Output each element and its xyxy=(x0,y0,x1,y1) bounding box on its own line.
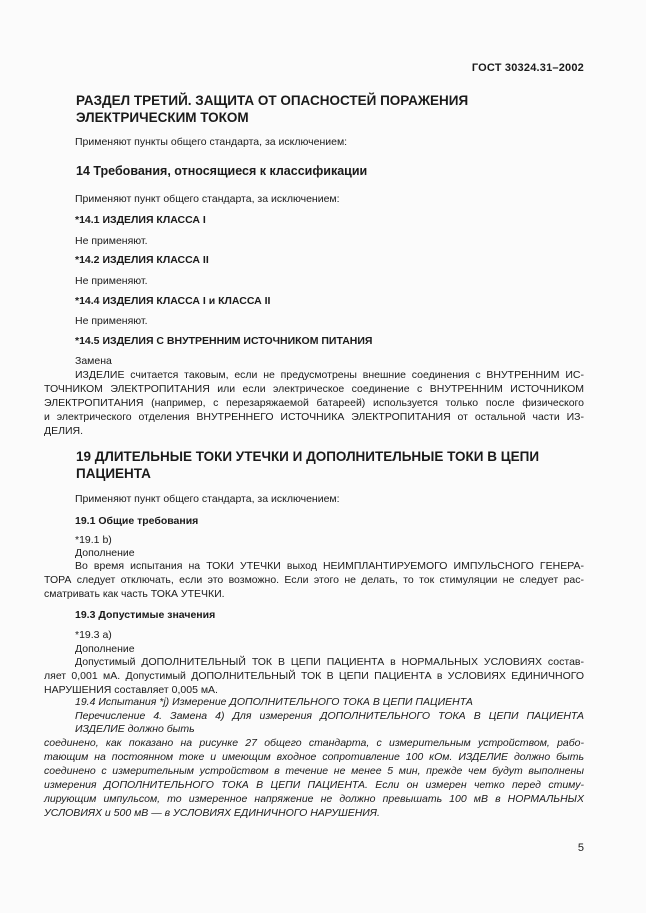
paragraph-line: лирующим импульсом, то измеренное напряжение не должно превышать 100 мВ в НОРМАЛЬНЫХ xyxy=(44,793,584,805)
clause-heading: *14.1 ИЗДЕЛИЯ КЛАССА I xyxy=(75,214,206,226)
subclause-19-1-text xyxy=(44,559,584,601)
clause-text: Не применяют. xyxy=(75,275,148,287)
subclause-label: Дополнение xyxy=(75,547,135,559)
clause-14-title: 14 Требования, относящиеся к классификации xyxy=(76,164,368,178)
replacement-paragraph xyxy=(44,368,584,438)
subclause-19-4-line: 19.4 Испытания *j) Измерение ДОПОЛНИТЕЛЬНОГО ТОКА В ЦЕПИ ПАЦИЕНТА xyxy=(75,696,473,708)
section-intro: Применяют пункты общего стандарта, за исключением: xyxy=(75,136,348,148)
page-number: 5 xyxy=(577,842,584,854)
clause-text: Не применяют. xyxy=(75,235,148,247)
subclause-19-4-line: ИЗДЕЛИЕ должно быть xyxy=(75,723,195,735)
clause-text: Не применяют. xyxy=(75,315,148,327)
subclause-19-4-line xyxy=(75,709,584,723)
section-title xyxy=(76,92,576,126)
paragraph-line: ТОЧНИКОМ ЭЛЕКТРОПИТАНИЯ или если электрическое соединение с ВНУТРЕННИМ ИСТОЧНИКОМ xyxy=(44,383,584,395)
clause-text: Замена xyxy=(75,355,112,367)
paragraph-line: соединено, как показано на рисунке 27 общего стандарта, с измерительным устройством, рабо- xyxy=(44,737,584,749)
standard-number: ГОСТ 30324.31–2002 xyxy=(471,62,584,74)
paragraph-line: соединено с измерительным устройством в течение не менее 5 мин, прежде чем будут выполнены xyxy=(44,765,584,777)
clause-heading: *14.2 ИЗДЕЛИЯ КЛАССА II xyxy=(75,254,209,266)
subclause-19-1-heading: 19.1 Общие требования xyxy=(75,515,199,527)
paragraph-line: УСЛОВИЯХ и 500 мВ — в УСЛОВИЯХ ЕДИНИЧНОГО НАРУШЕНИЯ. xyxy=(44,807,380,819)
paragraph-line: измерения ДОПОЛНИТЕЛЬНОГО ТОКА В ЦЕПИ ПАЦИЕНТА. Если он измерен четко перед стиму- xyxy=(44,779,584,791)
clause-19-title-line: 19 ДЛИТЕЛЬНЫЕ ТОКИ УТЕЧКИ И ДОПОЛНИТЕЛЬНЫЕ ТОКИ В ЦЕПИ xyxy=(76,449,540,464)
section-title-line: ЭЛЕКТРИЧЕСКИМ ТОКОМ xyxy=(76,110,249,125)
paragraph-line: ИЗДЕЛИЕ считается таковым, если не предусмотрены внешние соединения с ВНУТРЕННИМ ИС- xyxy=(75,369,584,381)
clause-14-intro: Применяют пункт общего стандарта, за исключением: xyxy=(75,193,340,205)
paragraph-line: сматривать как часть ТОКА УТЕЧКИ. xyxy=(44,588,225,600)
clause-19-title xyxy=(76,448,576,482)
subclause-ref: *19.3 a) xyxy=(75,629,112,641)
paragraph-line: ЭЛЕКТРОПИТАНИЯ (например, с перезаряжаемой батареей) используется только после физического xyxy=(44,397,584,409)
paragraph-line: Во время испытания на ТОКИ УТЕЧКИ выход НЕИМПЛАНТИРУЕМОГО ИМПУЛЬСНОГО ГЕНЕРА- xyxy=(75,560,584,572)
subclause-19-3-heading: 19.3 Допустимые значения xyxy=(75,609,216,621)
clause-heading: *14.5 ИЗДЕЛИЯ С ВНУТРЕННИМ ИСТОЧНИКОМ ПИТАНИЯ xyxy=(75,335,373,347)
paragraph-line: Перечисление 4. Замена 4) Для измерения ДОПОЛНИТЕЛЬНОГО ТОКА В ЦЕПИ ПАЦИЕНТА xyxy=(75,710,584,722)
subclause-label: Дополнение xyxy=(75,643,135,655)
section-title-line: РАЗДЕЛ ТРЕТИЙ. ЗАЩИТА ОТ ОПАСНОСТЕЙ ПОРАЖЕНИЯ xyxy=(76,93,469,108)
paragraph-line: НАРУШЕНИЯ составляет 0,005 мА. xyxy=(44,684,218,696)
paragraph-line: ТОРА следует отключать, если это возможно. Если этого не делать, то ток стимуляции не следует рас- xyxy=(44,574,584,586)
subclause-19-4-text xyxy=(44,736,584,820)
clause-19-intro: Применяют пункт общего стандарта, за исключением: xyxy=(75,493,340,505)
paragraph-line: тающим на постоянном токе и имеющим входное сопротивление 100 кОм. ИЗДЕЛИЕ должно быть xyxy=(44,751,584,763)
clause-heading: *14.4 ИЗДЕЛИЯ КЛАССА I и КЛАССА II xyxy=(75,295,271,307)
paragraph-line: Допустимый ДОПОЛНИТЕЛЬНЫЙ ТОК В ЦЕПИ ПАЦИЕНТА в НОРМАЛЬНЫХ УСЛОВИЯХ состав- xyxy=(75,656,584,668)
subclause-ref: *19.1 b) xyxy=(75,534,112,546)
paragraph-line: ляет 0,001 мА. Допустимый ДОПОЛНИТЕЛЬНЫЙ ТОК В ЦЕПИ ПАЦИЕНТА в УСЛОВИЯХ ЕДИНИЧНОГО xyxy=(44,670,584,682)
paragraph-line: и электрического отделения ВНУТРЕННЕГО ИСТОЧНИКА ЭЛЕКТРОПИТАНИЯ от остальной части ИЗ- xyxy=(44,411,584,423)
clause-19-title-line: ПАЦИЕНТА xyxy=(76,466,151,481)
paragraph-line: ДЕЛИЯ. xyxy=(44,425,84,437)
subclause-19-3-text xyxy=(44,655,584,697)
